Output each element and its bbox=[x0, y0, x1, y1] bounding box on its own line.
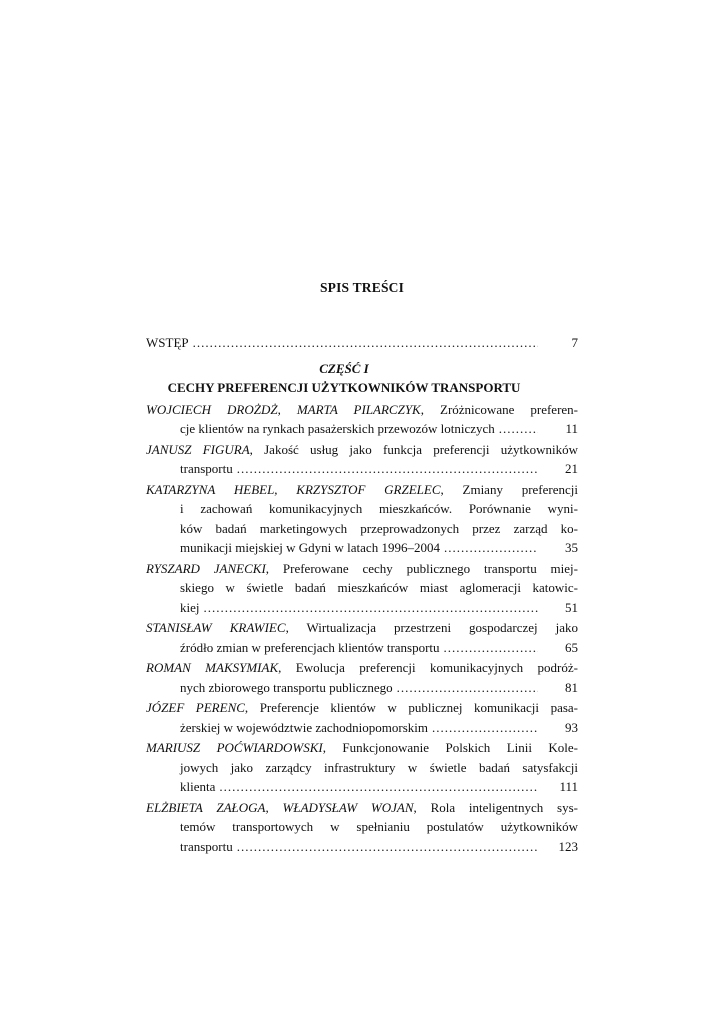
entry-last-line bbox=[146, 837, 578, 857]
entry-last-line bbox=[146, 638, 578, 658]
toc-entry[interactable] bbox=[146, 440, 578, 479]
entry-last-line bbox=[146, 598, 578, 618]
dot-leader bbox=[204, 601, 539, 614]
entry-last-line bbox=[146, 538, 578, 558]
toc-entry[interactable] bbox=[146, 658, 578, 697]
entry-title-continuation: temów transportowych w spełnianiu postulatów użytkowników bbox=[180, 819, 578, 834]
entry-title-start: , Preferencje klientów w publicznej komunikacji pasa- bbox=[244, 700, 578, 715]
toc-entry[interactable] bbox=[146, 559, 578, 618]
dot-leader bbox=[432, 721, 538, 734]
toc-entries bbox=[146, 400, 578, 857]
dot-leader bbox=[219, 780, 538, 793]
entry-last-line bbox=[146, 419, 578, 439]
entry-first-line bbox=[146, 440, 578, 460]
dot-leader bbox=[499, 422, 538, 435]
toc-entry[interactable] bbox=[146, 400, 578, 439]
entry-title-end: żerskiej w województwie zachodniopomorskim bbox=[180, 719, 429, 735]
entry-first-line bbox=[146, 559, 578, 579]
entry-first-line bbox=[146, 618, 578, 638]
page-number: 7 bbox=[571, 335, 578, 350]
dot-leader bbox=[237, 462, 538, 475]
entry-authors: WOJCIECH DROŻDŻ, MARTA PILARCZYK bbox=[146, 401, 421, 417]
entry-authors: ROMAN MAKSYMIAK bbox=[146, 660, 279, 675]
entry-title-continuation: ków badań marketingowych przeprowadzonych przez zarząd ko- bbox=[180, 520, 578, 536]
entry-last-line bbox=[146, 777, 578, 797]
entry-last-line bbox=[146, 718, 578, 738]
entry-last-line bbox=[146, 459, 578, 479]
entry-first-line bbox=[146, 798, 578, 818]
toc-entry[interactable] bbox=[146, 798, 578, 857]
entry-title-end: transportu bbox=[180, 838, 233, 854]
entry-title-end: nych zbiorowego transportu publicznego bbox=[180, 679, 393, 695]
page-number: 21 bbox=[565, 461, 578, 476]
page-number: 93 bbox=[565, 719, 578, 735]
page-number: 51 bbox=[565, 599, 578, 615]
entry-first-line bbox=[146, 738, 578, 758]
entry-first-line bbox=[146, 400, 578, 420]
part-title: CECHY PREFERENCJI UŻYTKOWNIKÓW TRANSPORTU bbox=[167, 380, 521, 395]
intro-label: WSTĘP bbox=[146, 335, 189, 350]
part-label: CZĘŚĆ I bbox=[319, 360, 369, 376]
entry-title-start: , Ewolucja preferencji komunikacyjnych podróż- bbox=[278, 660, 578, 675]
entry-first-line bbox=[146, 658, 578, 678]
entry-title-end: kiej bbox=[180, 599, 200, 615]
dot-leader bbox=[237, 840, 538, 853]
dot-leader bbox=[444, 541, 538, 554]
entry-last-line bbox=[146, 678, 578, 698]
toc-entry[interactable] bbox=[146, 480, 578, 558]
page-number: 35 bbox=[565, 540, 578, 555]
entry-title-end: źródło zmian w preferencjach klientów transportu bbox=[180, 639, 440, 655]
entry-authors: MARIUSZ POĆWIARDOWSKI bbox=[146, 740, 323, 755]
page-number: 111 bbox=[559, 779, 578, 794]
toc-entry-intro[interactable] bbox=[146, 333, 578, 353]
entry-title-start: , Zróżnicowane preferen- bbox=[420, 401, 578, 417]
toc-entry[interactable] bbox=[146, 618, 578, 657]
dot-leader bbox=[444, 641, 538, 654]
entry-title-start: , Funkcjonowanie Polskich Linii Kole- bbox=[322, 740, 578, 755]
entry-authors: ELŻBIETA ZAŁOGA, WŁADYSŁAW WOJAN bbox=[146, 799, 414, 815]
entry-title-start: , Preferowane cechy publicznego transportu miej- bbox=[265, 560, 578, 576]
page-number: 123 bbox=[558, 838, 578, 854]
page-number: 81 bbox=[565, 679, 578, 695]
entry-authors: JÓZEF PERENC bbox=[146, 700, 245, 715]
table-of-contents bbox=[146, 333, 578, 857]
page-number: 11 bbox=[565, 421, 578, 436]
entry-title-end: cje klientów na rynkach pasażerskich przewozów lotniczych bbox=[180, 421, 495, 436]
entry-title-start: , Wirtualizacja przestrzeni gospodarczej jako bbox=[285, 620, 578, 635]
entry-first-line bbox=[146, 698, 578, 718]
page-title: SPIS TREŚCI bbox=[319, 280, 405, 295]
entry-title-start: , Zmiany preferencji bbox=[440, 481, 578, 497]
entry-title-start: , Jakość usług jako funkcja preferencji użytkowników bbox=[249, 441, 578, 457]
dot-leader bbox=[397, 681, 538, 694]
entry-authors: KATARZYNA HEBEL, KRZYSZTOF GRZELEC bbox=[146, 481, 441, 497]
entry-authors: RYSZARD JANECKI bbox=[146, 560, 266, 576]
entry-title-continuation: i zachowań komunikacyjnych mieszkańców. Porównanie wyni- bbox=[180, 501, 578, 516]
entry-title-continuation: skiego w świetle badań mieszkańców miast aglomeracji katowic- bbox=[180, 580, 578, 595]
entry-title-start: , Rola inteligentnych sys- bbox=[413, 799, 578, 815]
entry-title-end: transportu bbox=[180, 461, 233, 476]
dot-leader bbox=[193, 336, 538, 349]
entry-title-continuation: jowych jako zarządcy infrastruktury w świetle badań satysfakcji bbox=[180, 759, 578, 775]
entry-title-end: munikacji miejskiej w Gdyni w latach 1996–2004 bbox=[180, 540, 440, 555]
page-number: 65 bbox=[565, 639, 578, 655]
entry-title-end: klienta bbox=[180, 779, 216, 794]
toc-entry[interactable] bbox=[146, 698, 578, 737]
entry-first-line bbox=[146, 480, 578, 500]
entry-authors: STANISŁAW KRAWIEC bbox=[146, 620, 286, 635]
toc-entry[interactable] bbox=[146, 738, 578, 797]
entry-authors: JANUSZ FIGURA bbox=[146, 441, 250, 457]
